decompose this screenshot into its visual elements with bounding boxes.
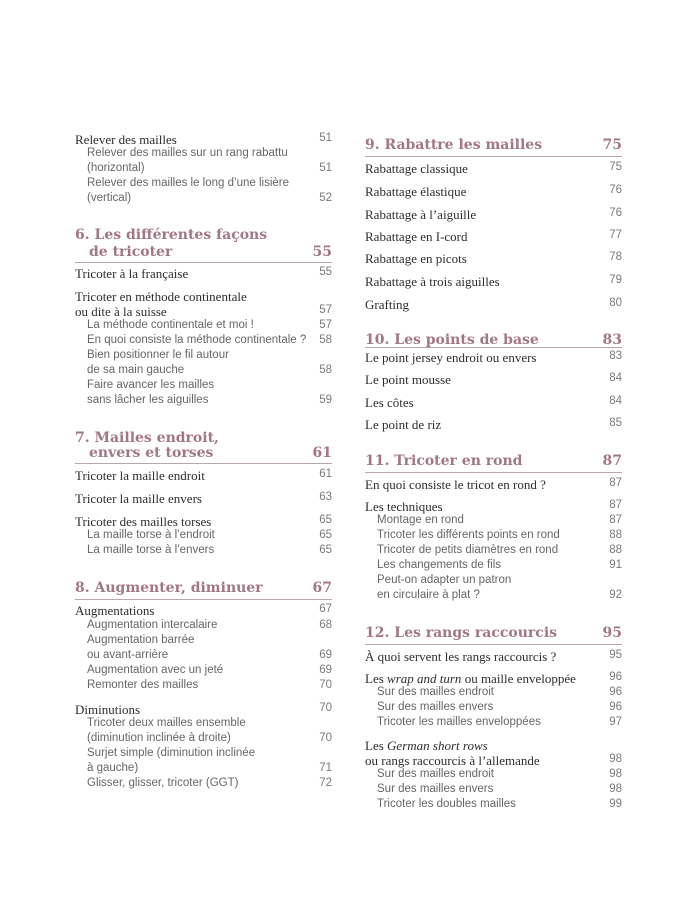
toc-subentry[interactable] — [75, 529, 332, 545]
toc-subentry[interactable] — [75, 379, 332, 395]
section-divider — [365, 347, 622, 348]
toc-entry-page: 70 — [319, 732, 332, 744]
toc-entry-label: Bien positionner le fil autour — [87, 349, 229, 361]
toc-entry-label: ou avant-arrière — [87, 649, 169, 661]
toc-entry[interactable] — [365, 671, 622, 687]
toc-entry-label: Rabattage à trois aiguilles — [365, 274, 500, 289]
toc-entry-label-part: ou maille enveloppée — [461, 671, 576, 686]
toc-entry-page: 87 — [609, 514, 622, 526]
toc-entry[interactable] — [365, 499, 622, 515]
toc-entry[interactable] — [365, 477, 622, 493]
toc-entry-label: (diminution inclinée à droite) — [87, 732, 231, 744]
toc-entry-page: 72 — [319, 777, 332, 789]
section-divider — [365, 644, 622, 645]
toc-entry-page: 98 — [609, 768, 622, 780]
toc-entry-label — [365, 671, 576, 687]
toc-subentry[interactable] — [75, 717, 332, 733]
toc-entry[interactable] — [365, 274, 622, 290]
toc-entry[interactable] — [365, 372, 622, 388]
toc-subentry-cont[interactable] — [75, 732, 332, 748]
toc-entry-label: Tricoter des mailles torses — [75, 514, 212, 529]
toc-subentry[interactable] — [75, 349, 332, 365]
toc-entry-label-part: Les — [365, 738, 388, 753]
toc-entry-label: Le point de riz — [365, 417, 442, 432]
toc-entry-cont[interactable] — [75, 304, 332, 320]
toc-entry-label: Sur des mailles endroit — [377, 768, 494, 780]
toc-entry-label: à gauche) — [87, 762, 139, 774]
toc-entry-label: Sur des mailles endroit — [377, 686, 494, 698]
section-title: 10. Les points de base — [365, 332, 539, 348]
toc-subentry-cont[interactable] — [75, 364, 332, 380]
section-divider — [75, 262, 332, 263]
toc-entry-label: Rabattage élastique — [365, 184, 467, 199]
toc-entry-label: Sur des mailles envers — [377, 701, 494, 713]
toc-entry-page: 67 — [319, 603, 332, 615]
toc-entry-page: 87 — [609, 477, 622, 489]
section-divider — [75, 599, 332, 600]
toc-entry-label-part: Les — [365, 671, 388, 686]
toc-subentry[interactable] — [75, 777, 332, 793]
section-title: 6. Les différentes façons — [75, 227, 268, 243]
section-heading[interactable] — [365, 137, 622, 155]
toc-entry-page: 70 — [319, 702, 332, 714]
toc-entry-label: Tricoter deux mailles ensemble — [87, 717, 246, 729]
toc-entry-page: 69 — [319, 649, 332, 661]
toc-subentry[interactable] — [75, 664, 332, 680]
toc-entry-page: 88 — [609, 544, 622, 556]
toc-entry-label: Rabattage en I-cord — [365, 229, 468, 244]
toc-subentry[interactable] — [365, 701, 622, 717]
toc-entry-label: Tricoter les mailles enveloppées — [377, 716, 541, 728]
toc-entry-page: 98 — [609, 753, 622, 765]
section-heading-cont[interactable] — [75, 244, 332, 262]
toc-entry-label: Diminutions — [75, 702, 141, 717]
toc-entry[interactable] — [365, 395, 622, 411]
toc-entry-page: 85 — [609, 417, 622, 429]
section-divider — [365, 156, 622, 157]
toc-entry[interactable] — [365, 161, 622, 177]
toc-entry[interactable] — [365, 184, 622, 200]
toc-entry-page: 99 — [609, 798, 622, 810]
toc-entry-page: 61 — [319, 468, 332, 480]
toc-subentry[interactable] — [365, 798, 622, 814]
toc-entry-label: Les changements de fils — [377, 559, 502, 571]
toc-entry[interactable] — [75, 132, 332, 148]
toc-entry-cont[interactable] — [365, 753, 622, 769]
toc-entry[interactable] — [365, 417, 622, 433]
toc-entry-label: Faire avancer les mailles — [87, 379, 215, 391]
section-heading-cont[interactable] — [75, 445, 332, 463]
section-heading[interactable] — [75, 580, 332, 598]
toc-entry[interactable] — [75, 603, 332, 619]
toc-entry-label: en circulaire à plat ? — [377, 589, 480, 601]
toc-entry-label: Tricoter les différents points en rond — [377, 529, 560, 541]
toc-subentry[interactable] — [75, 319, 332, 335]
toc-entry-label: Relever des mailles sur un rang rabattu — [87, 147, 288, 159]
toc-entry-page: 76 — [609, 207, 622, 219]
toc-entry-label: À quoi servent les rangs raccourcis ? — [365, 649, 557, 664]
toc-entry-page: 71 — [319, 762, 332, 774]
toc-entry-page: 51 — [319, 132, 332, 144]
toc-entry-page: 52 — [319, 192, 332, 204]
section-divider — [75, 463, 332, 464]
toc-entry[interactable] — [365, 297, 622, 313]
section-page: 83 — [602, 332, 622, 348]
toc-subentry[interactable] — [365, 574, 622, 590]
toc-entry-page: 58 — [319, 364, 332, 376]
toc-subentry[interactable] — [365, 559, 622, 575]
toc-entry-page: 91 — [609, 559, 622, 571]
toc-entry[interactable] — [365, 229, 622, 245]
toc-subentry[interactable] — [75, 634, 332, 650]
toc-entry-label: Surjet simple (diminution inclinée — [87, 747, 256, 759]
toc-entry-page: 96 — [609, 701, 622, 713]
section-title: de tricoter — [89, 244, 173, 260]
section-title: 7. Mailles endroit, — [75, 430, 219, 446]
toc-subentry-cont[interactable] — [75, 649, 332, 665]
toc-entry-label: Tricoter de petits diamètres en rond — [377, 544, 559, 556]
section-heading[interactable] — [365, 625, 622, 643]
toc-entry[interactable] — [75, 468, 332, 484]
toc-entry[interactable] — [365, 738, 622, 754]
toc-entry-page: 84 — [609, 395, 622, 407]
toc-entry[interactable] — [365, 207, 622, 223]
toc-entry-label-italic: wrap and turn — [387, 671, 462, 686]
toc-entry-page: 96 — [609, 686, 622, 698]
toc-entry-label: Tricoter les doubles mailles — [377, 798, 516, 810]
toc-entry-label: La maille torse à l’envers — [87, 544, 215, 556]
toc-subentry[interactable] — [365, 768, 622, 784]
toc-subentry[interactable] — [365, 544, 622, 560]
toc-subentry[interactable] — [365, 783, 622, 799]
toc-entry[interactable] — [365, 350, 622, 366]
toc-subentry[interactable] — [75, 544, 332, 560]
section-page: 67 — [312, 580, 332, 596]
toc-subentry-cont[interactable] — [75, 192, 332, 208]
toc-subentry-cont[interactable] — [75, 394, 332, 410]
toc-entry-page: 57 — [319, 304, 332, 316]
toc-entry-label: Sur des mailles envers — [377, 783, 494, 795]
toc-subentry[interactable] — [75, 619, 332, 635]
toc-entry-page: 51 — [319, 162, 332, 174]
toc-entry-label: Rabattage classique — [365, 161, 468, 176]
toc-entry-label: (vertical) — [87, 192, 132, 204]
toc-entry-page: 84 — [609, 372, 622, 384]
toc-subentry[interactable] — [365, 716, 622, 732]
toc-entry-label: Tricoter en méthode continentale — [75, 289, 247, 304]
toc-entry-label: Le point mousse — [365, 372, 451, 387]
toc-entry-label: Grafting — [365, 297, 410, 312]
toc-entry-page: 79 — [609, 274, 622, 286]
toc-entry-label: Peut-on adapter un patron — [377, 574, 512, 586]
toc-entry[interactable] — [365, 251, 622, 267]
section-title: 11. Tricoter en rond — [365, 453, 523, 469]
toc-entry-page: 69 — [319, 664, 332, 676]
toc-entry-page: 83 — [609, 350, 622, 362]
section-page: 55 — [312, 244, 332, 260]
toc-entry-page: 70 — [319, 679, 332, 691]
toc-entry[interactable] — [75, 289, 332, 305]
toc-entry-page: 92 — [609, 589, 622, 601]
toc-entry-label — [365, 738, 488, 754]
toc-subentry[interactable] — [75, 747, 332, 763]
toc-entry-label: Augmentation avec un jeté — [87, 664, 224, 676]
section-heading[interactable] — [75, 227, 332, 245]
toc-entry-label: Tricoter la maille endroit — [75, 468, 205, 483]
toc-subentry[interactable] — [75, 147, 332, 163]
toc-subentry[interactable] — [75, 177, 332, 193]
toc-subentry[interactable] — [365, 686, 622, 702]
toc-entry-page: 76 — [609, 184, 622, 196]
toc-entry-page: 65 — [319, 514, 332, 526]
toc-entry-label: (horizontal) — [87, 162, 145, 174]
toc-entry-label-italic: German short rows — [387, 738, 488, 753]
toc-entry[interactable] — [75, 514, 332, 530]
section-page: 95 — [602, 625, 622, 641]
toc-entry-label: En quoi consiste la méthode continentale ? — [87, 334, 307, 346]
toc-entry-label: Augmentations — [75, 603, 155, 618]
toc-entry-page: 80 — [609, 297, 622, 309]
toc-subentry-cont[interactable] — [75, 762, 332, 778]
toc-entry-page: 97 — [609, 716, 622, 728]
toc-entry-label: Les côtes — [365, 395, 414, 410]
toc-subentry[interactable] — [75, 679, 332, 695]
toc-entry-page: 63 — [319, 491, 332, 503]
toc-subentry[interactable] — [75, 334, 332, 350]
toc-entry-label: Rabattage à l’aiguille — [365, 207, 477, 222]
toc-entry-label: Relever des mailles le long d’une lisière — [87, 177, 289, 189]
toc-entry-page: 95 — [609, 649, 622, 661]
toc-entry[interactable] — [365, 649, 622, 665]
toc-entry-page: 87 — [609, 499, 622, 511]
toc-entry-page: 55 — [319, 266, 332, 278]
section-page: 75 — [602, 137, 622, 153]
section-title: 9. Rabattre les mailles — [365, 137, 543, 153]
toc-entry-page: 88 — [609, 529, 622, 541]
toc-entry-page: 68 — [319, 619, 332, 631]
toc-entry-label: La maille torse à l’endroit — [87, 529, 215, 541]
toc-entry-page: 77 — [609, 229, 622, 241]
section-title: 8. Augmenter, diminuer — [75, 580, 263, 596]
section-page: 87 — [602, 453, 622, 469]
toc-entry-label: En quoi consiste le tricot en rond ? — [365, 477, 546, 492]
toc-subentry-cont[interactable] — [365, 589, 622, 605]
toc-entry-label: sans lâcher les aiguilles — [87, 394, 209, 406]
toc-entry-label: Relever des mailles — [75, 132, 177, 147]
toc-entry-page: 57 — [319, 319, 332, 331]
toc-entry-label: Augmentation intercalaire — [87, 619, 218, 631]
toc-entry-label: Glisser, glisser, tricoter (GGT) — [87, 777, 239, 789]
toc-entry-label: ou rangs raccourcis à l’allemande — [365, 753, 540, 768]
toc-entry-page: 75 — [609, 161, 622, 173]
toc-entry-label: Montage en rond — [377, 514, 464, 526]
toc-entry-label: Le point jersey endroit ou envers — [365, 350, 537, 365]
section-title: 12. Les rangs raccourcis — [365, 625, 558, 641]
toc-subentry[interactable] — [365, 529, 622, 545]
toc-entry-page: 98 — [609, 783, 622, 795]
toc-entry-label: Rabattage en picots — [365, 251, 467, 266]
toc-subentry[interactable] — [365, 514, 622, 530]
toc-entry-page: 58 — [319, 334, 332, 346]
toc-entry-page: 59 — [319, 394, 332, 406]
toc-entry-page: 65 — [319, 544, 332, 556]
toc-entry[interactable] — [75, 702, 332, 718]
toc-entry-label: de sa main gauche — [87, 364, 185, 376]
section-heading[interactable] — [365, 453, 622, 471]
toc-entry-label: ou dite à la suisse — [75, 304, 167, 319]
toc-subentry-cont[interactable] — [75, 162, 332, 178]
toc-entry-label: Les techniques — [365, 499, 443, 514]
toc-entry[interactable] — [75, 491, 332, 507]
toc-entry-label: Tricoter à la française — [75, 266, 189, 281]
toc-entry-page: 96 — [609, 671, 622, 683]
section-divider — [365, 472, 622, 473]
toc-entry[interactable] — [75, 266, 332, 282]
toc-entry-page: 65 — [319, 529, 332, 541]
toc-entry-label: Augmentation barrée — [87, 634, 195, 646]
toc-entry-label: Tricoter la maille envers — [75, 491, 202, 506]
toc-entry-label: La méthode continentale et moi ! — [87, 319, 254, 331]
section-title: envers et torses — [89, 445, 214, 461]
section-page: 61 — [312, 445, 332, 461]
toc-entry-label: Remonter des mailles — [87, 679, 199, 691]
toc-entry-page: 78 — [609, 251, 622, 263]
